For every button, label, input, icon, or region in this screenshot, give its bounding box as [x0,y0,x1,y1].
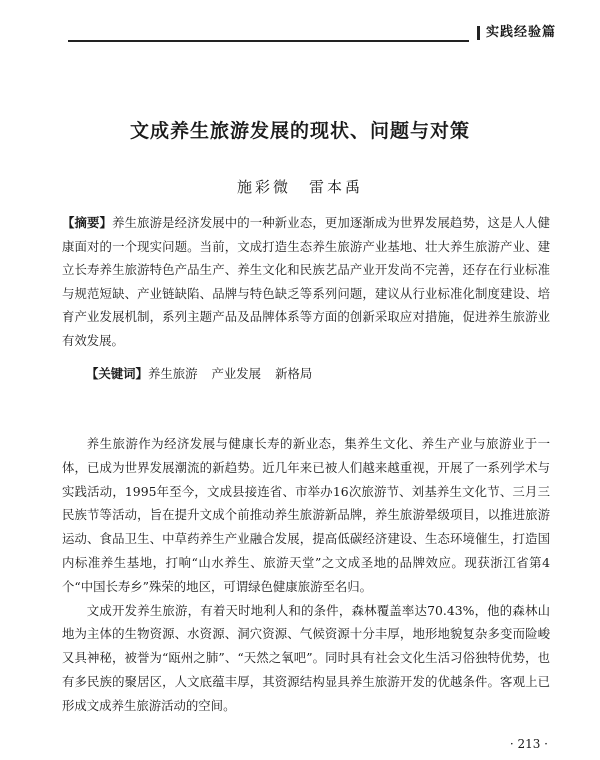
article-title: 文成养生旅游发展的现状、问题与对策 [129,120,470,142]
section-header [469,24,560,42]
keyword: 产业发展 [211,366,262,381]
abstract-text: 养生旅游是经济发展中的一种新业态，更加逐渐成为世界发展趋势，这是人人健康面对的一个现实问题。当前，文成打造生态养生旅游产业基地、壮大养生旅游产业、建立长寿养生旅游特色产品生产、养生文化和民族艺品产业开发尚不完善，还存在行业标准与规范短缺、产业链缺陷、品牌与特色缺乏等系列问题，建议从行业标准化制度建设、培育产业发展机制，系列主题产品及品牌体系等方面的创新采取应对措施，促进养生旅游业有效发展。 [62,215,551,348]
keyword: 养生旅游 [147,366,198,381]
page-number: · 213 · [509,737,548,751]
article-authors: 施彩微 雷本禹 [236,178,363,196]
header-accent-bar [477,26,480,40]
keywords [86,364,556,384]
body-paragraph: 养生旅游作为经济发展与健康长寿的新业态，集养生文化、养生产业与旅游业于一体，已成为世界发展潮流的新趋势。近几年来已被人们越来越重视，开展了一系列学术与实践活动，1995年至今，文成县接连省、市举办16次旅游节、刘基养生文化节、三月三民族节等活动，旨在提升文成个前推动养生旅游新品牌，养生旅游晕级项目，以推进旅游运动、食品卫生、中草药养生产业融合发展，提高低碳经济建设、生态环境催生，打造国内标准养生基地，打响“山水养生、旅游天堂”之文成圣地的品牌效应。现获浙江省第4个“中国长寿乡”殊荣的地区，可谓绿色健康旅游至名归。 [62,436,550,594]
body-text [62,432,550,718]
body-paragraph: 文成开发养生旅游，有着天时地利人和的条件，森林覆盖率达70.43%，他的森林山地为主体的生物资源、水资源、洞穴资源、气候资源十分丰厚，地形地貌复杂多变而险峻又具神秘，被誉为“瓯州之肺”、“天然之氧吧”。同时具有社会文化生活习俗独特优势，也有多民族的聚居区，人文底蕴丰厚，其资源结构显具养生旅游开发的优越条件。客观上已形成文成养生旅游活动的空间。 [62,602,550,713]
keyword: 新格局 [275,366,313,381]
abstract-label: 【摘要】 [62,215,113,230]
keywords-label: 【关键词】 [86,366,148,381]
section-header-label: 实践经验篇 [485,25,556,40]
abstract [62,211,550,352]
